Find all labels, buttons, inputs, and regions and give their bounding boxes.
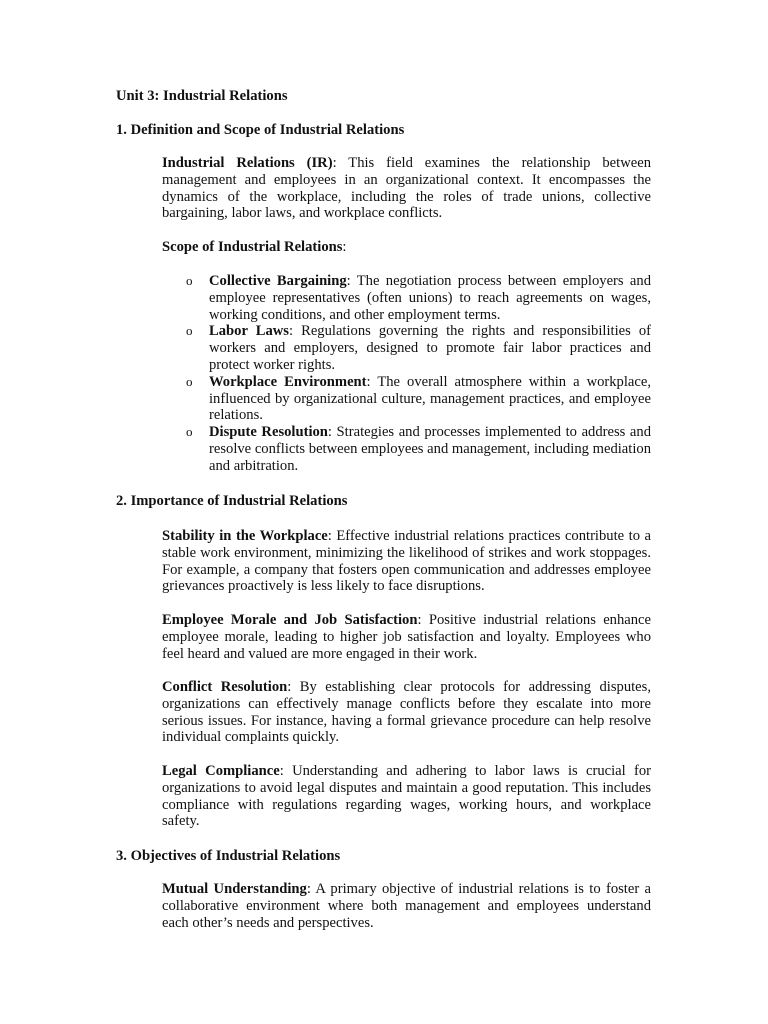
scope-list (162, 273, 651, 475)
importance-paragraph (162, 612, 651, 662)
document-title: Unit 3: Industrial Relations (116, 88, 288, 104)
paragraph-term: Mutual Understanding (162, 881, 307, 897)
definition-text: : This field examines the relationship between management and employees in an organizational context. It encompasses the dynamics of the workplace, including the roles of trade unions, collective bargaining, labor laws, and workplace conflicts. (162, 155, 651, 222)
list-item (162, 374, 651, 424)
paragraph-term: Employee Morale and Job Satisfaction (162, 612, 418, 628)
paragraph-text: : By establishing clear protocols for addressing disputes, organizations can effectively manage conflicts before they escalate into more serious issues. For instance, having a formal grievance procedure can help resolve individual complaints quickly. (162, 679, 651, 746)
importance-paragraph (162, 763, 651, 830)
importance-paragraph (162, 528, 651, 595)
section-heading-importance: 2. Importance of Industrial Relations (116, 493, 348, 509)
bullet-marker: o (186, 424, 193, 440)
importance-paragraph (162, 679, 651, 746)
paragraph-text: : A primary objective of industrial relations is to foster a collaborative environment where both management and employees understand each other’s needs and perspectives. (162, 881, 651, 931)
section-heading-definition-scope: 1. Definition and Scope of Industrial Relations (116, 122, 405, 138)
list-item-term: Workplace Environment (209, 373, 367, 390)
list-item-text: : Strategies and processes implemented to address and resolve conflicts between employees and management, including mediation and arbitration. (209, 424, 651, 474)
bullet-marker: o (186, 373, 193, 389)
scope-label-paragraph (162, 239, 651, 256)
paragraph-text: : Understanding and adhering to labor laws is crucial for organizations to avoid legal disputes and maintain a good reputation. This includes compliance with regulations regarding wages, working hours, and workplace safety. (162, 763, 651, 830)
paragraph-term: Stability in the Workplace (162, 528, 328, 544)
bullet-marker: o (186, 323, 193, 339)
paragraph-term: Conflict Resolution (162, 679, 288, 695)
scope-label: Scope of Industrial Relations (162, 239, 343, 255)
list-item-text: : The overall atmosphere within a workplace, influenced by organizational culture, management practices, and employee relations. (209, 373, 651, 424)
section-heading-objectives: 3. Objectives of Industrial Relations (116, 848, 341, 864)
paragraph-text: : Effective industrial relations practices contribute to a stable work environment, minimizing the likelihood of strikes and work stoppages. For example, a company that fosters open communication and addresses employee grievances proactively is less likely to face disruptions. (162, 528, 652, 595)
definition-term: Industrial Relations (IR) (162, 155, 333, 171)
paragraph-text: : Positive industrial relations enhance employee morale, leading to higher job satisfaction and loyalty. Employees who feel heard and valued are more engaged in their work. (162, 612, 651, 662)
objectives-paragraph (162, 881, 651, 931)
paragraph-term: Legal Compliance (162, 763, 280, 779)
list-item-text: : Regulations governing the rights and responsibilities of workers and employers, designed to promote fair labor practices and protect worker rights. (209, 323, 651, 373)
list-item-text: : The negotiation process between employers and employee representatives (often unions) to reach agreements on wages, working conditions, and other employment terms. (209, 273, 651, 323)
list-item (162, 323, 651, 373)
scope-label-colon: : (342, 239, 347, 255)
definition-paragraph (162, 155, 651, 222)
list-item (162, 424, 651, 474)
list-item-term: Dispute Resolution (209, 424, 328, 441)
list-item-term: Labor Laws (209, 323, 289, 340)
list-item-term: Collective Bargaining (209, 273, 347, 289)
bullet-marker: o (186, 273, 193, 288)
list-item (162, 273, 651, 323)
